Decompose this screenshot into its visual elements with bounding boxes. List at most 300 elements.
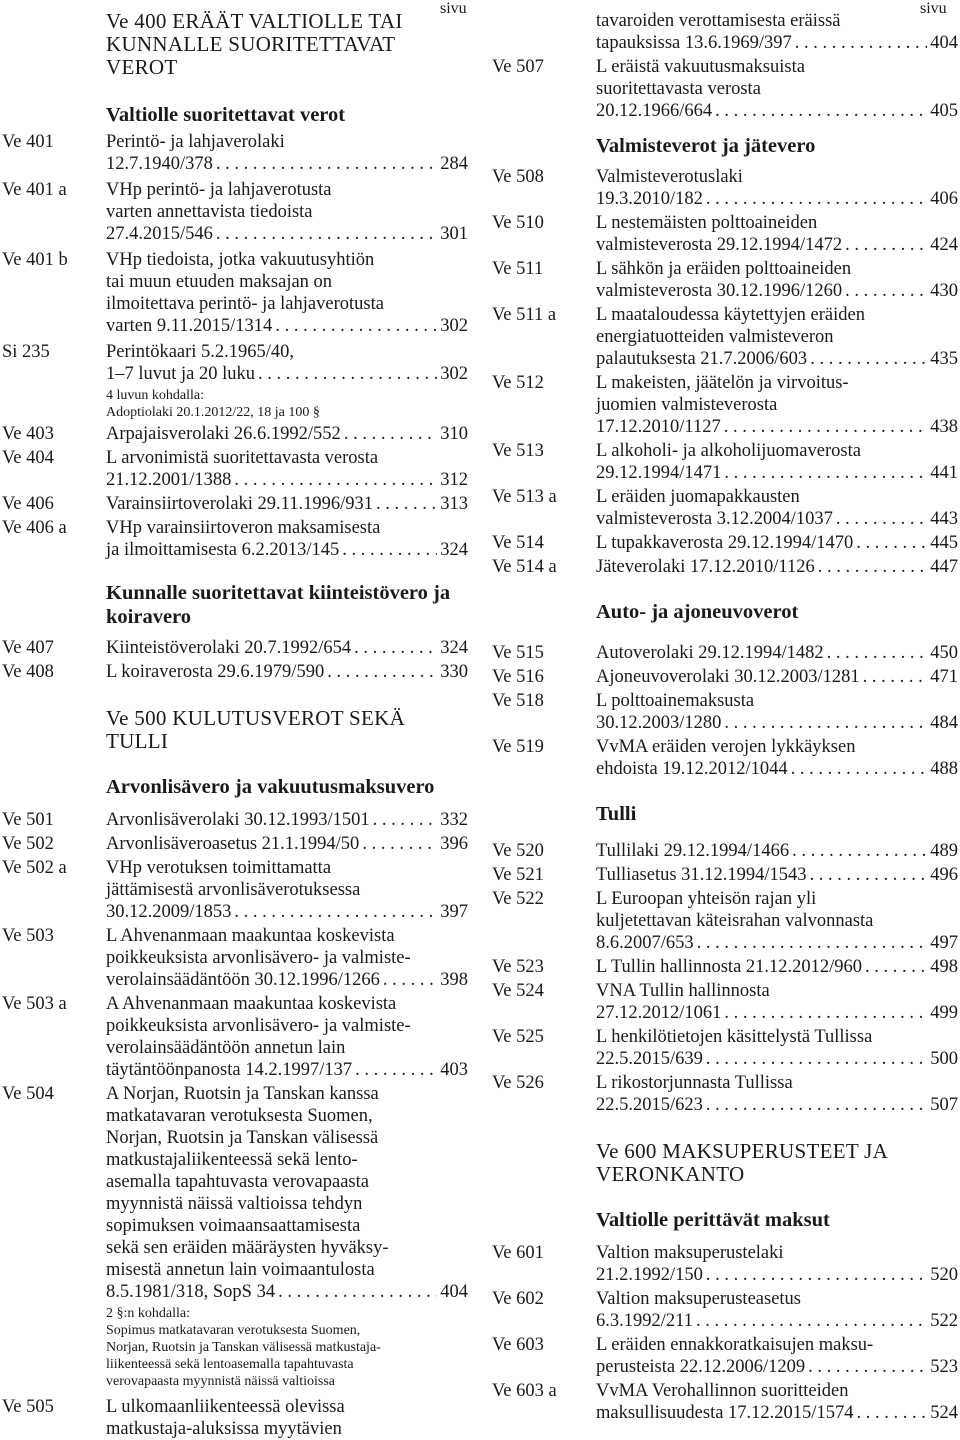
dot-leader	[810, 864, 928, 886]
page-number: 523	[930, 1357, 958, 1377]
entry-title-line: Kiinteistöverolaki 20.7.1992/654	[106, 638, 352, 658]
page-number: 403	[440, 1060, 468, 1080]
entry-code: Ve 515	[492, 643, 544, 663]
toc-note	[2, 1305, 468, 1390]
entry-title-line: 22.5.2015/623	[596, 1095, 703, 1115]
toc-entry	[492, 956, 958, 978]
entry-code: Ve 518	[492, 691, 544, 711]
entry-last-line	[596, 956, 958, 978]
toc-entry	[492, 690, 958, 734]
subsection-heading: Valmisteverot ja jätevero	[596, 135, 816, 157]
page-number: 450	[930, 643, 958, 663]
toc-entry	[492, 166, 958, 210]
page-number: 430	[930, 281, 958, 301]
page-number: 302	[440, 316, 468, 336]
entry-title-line: 17.12.2010/1127	[596, 417, 721, 437]
entry-last-line	[596, 348, 958, 370]
dot-leader	[327, 661, 437, 683]
toc-entry	[2, 249, 468, 337]
entry-code: Si 235	[2, 342, 50, 362]
dot-leader	[792, 840, 927, 862]
toc-entry	[2, 661, 468, 683]
dot-leader	[383, 969, 437, 991]
entry-last-line	[596, 32, 958, 54]
dot-leader	[810, 348, 927, 370]
entry-title-line: 22.5.2015/639	[596, 1049, 703, 1069]
entry-title-line: varten 9.11.2015/1314	[106, 316, 273, 336]
entry-title-line: L nestemäisten polttoaineiden	[596, 213, 818, 233]
dot-leader	[818, 556, 928, 578]
entry-title-line: 19.3.2010/182	[596, 189, 703, 209]
entry-title-line: täytäntöönpanosta 14.2.1997/137	[106, 1060, 353, 1080]
entry-title-line: 29.12.1994/1471	[596, 463, 722, 483]
entry-title-line: L tupakkaverosta 29.12.1994/1470	[596, 533, 854, 553]
entry-last-line	[106, 153, 468, 175]
entry-title-line: Jäteverolaki 17.12.2010/1126	[596, 557, 815, 577]
toc-entry	[492, 556, 958, 578]
toc-entry	[2, 517, 468, 561]
toc-entry	[2, 341, 468, 385]
page-number: 441	[930, 463, 958, 483]
dot-leader	[724, 1002, 927, 1024]
entry-last-line	[596, 758, 958, 780]
entry-title-line: juomien valmisteverosta	[596, 395, 778, 415]
dot-leader	[706, 188, 927, 210]
dot-leader	[373, 809, 438, 831]
toc-entry	[2, 179, 468, 245]
entry-title-line: VvMA Verohallinnon suoritteiden	[596, 1381, 849, 1401]
entry-title-line: palautuksesta 21.7.2006/603	[596, 349, 808, 369]
entry-last-line	[106, 493, 468, 515]
entry-title-line: maksullisuudesta 17.12.2015/1574	[596, 1403, 854, 1423]
toc-entry	[492, 532, 958, 554]
page-number: 498	[930, 957, 958, 977]
entry-title-line: myynnistä näissä valtioissa tehdyn	[106, 1194, 363, 1214]
toc-entry	[492, 212, 958, 256]
toc-entry	[492, 1026, 958, 1070]
entry-code: Ve 404	[2, 448, 54, 468]
entry-code: Ve 511	[492, 259, 544, 279]
dot-leader	[278, 1281, 437, 1303]
entry-title-line: verolainsäädäntöön annetun lain	[106, 1038, 346, 1058]
entry-code: Ve 525	[492, 1027, 544, 1047]
entry-last-line	[106, 637, 468, 659]
entry-title-line: sopimuksen voimaansaattamisesta	[106, 1216, 361, 1236]
entry-title-line: energiatuotteiden valmisteveron	[596, 327, 834, 347]
dot-leader	[376, 493, 437, 515]
dot-leader	[697, 932, 928, 954]
entry-last-line	[106, 469, 468, 491]
dot-leader	[856, 1402, 927, 1424]
entry-title-line: L ulkomaanliikenteessä olevissa	[106, 1397, 345, 1417]
entry-code: Ve 516	[492, 667, 544, 687]
entry-title-line: suoritettavasta verosta	[596, 79, 761, 99]
entry-title-line: varten annettavista tiedoista	[106, 202, 313, 222]
entry-last-line	[106, 1059, 468, 1081]
toc-entry	[492, 736, 958, 780]
entry-last-line	[106, 539, 468, 561]
entry-title-line: Arvonlisäverolaki 30.12.1993/1501	[106, 810, 370, 830]
entry-title-line: 21.12.2001/1388	[106, 470, 232, 490]
entry-title-line: L eräiden juomapakkausten	[596, 487, 800, 507]
section-heading: Ve 500 KULUTUSVEROT SEKÄ TULLI	[106, 706, 406, 753]
dot-leader	[715, 100, 927, 122]
entry-code: Ve 603 a	[492, 1381, 557, 1401]
subsection-heading: Arvonlisävero ja vakuutusmaksuvero	[106, 776, 435, 798]
toc-entry	[2, 925, 468, 991]
toc-entry	[492, 1242, 958, 1286]
entry-title-line: matkustajaliikenteessä sekä lento-	[106, 1150, 358, 1170]
entry-last-line	[596, 100, 958, 122]
toc-entry	[492, 1072, 958, 1116]
toc-entry	[492, 1380, 958, 1424]
dot-leader	[354, 637, 437, 659]
entry-last-line	[596, 1402, 958, 1424]
note-line: 2 §:n kohdalla:	[106, 1306, 190, 1321]
entry-title-line: A Ahvenanmaan maakuntaa koskevista	[106, 994, 397, 1014]
entry-title-line: L rikostorjunnasta Tullissa	[596, 1073, 793, 1093]
entry-last-line	[596, 234, 958, 256]
page-number: 396	[440, 834, 468, 854]
entry-code: Ve 519	[492, 737, 544, 757]
toc-entry	[492, 840, 958, 862]
page-number: 447	[930, 557, 958, 577]
entry-title-line: L Euroopan yhteisön rajan yli	[596, 889, 817, 909]
page-number: 398	[440, 970, 468, 990]
entry-title-line: sekä sen eräiden määräysten hyväksy-	[106, 1238, 389, 1258]
dot-leader	[216, 223, 437, 245]
entry-title-line: 27.12.2012/1061	[596, 1003, 722, 1023]
toc-column-right	[492, 10, 958, 1424]
entry-last-line	[106, 969, 468, 991]
page-number: 499	[930, 1003, 958, 1023]
entry-title-line: matkustaja-aluksissa myytävien	[106, 1419, 342, 1439]
page-number: 445	[930, 533, 958, 553]
entry-title-line: misestä annetun lain voimaantulosta	[106, 1260, 375, 1280]
entry-title-line: Perintö- ja lahjaverolaki	[106, 132, 285, 152]
entry-code: Ve 401 b	[2, 250, 68, 270]
entry-title-line: valmisteverosta 30.12.1996/1260	[596, 281, 843, 301]
toc-entry	[492, 304, 958, 370]
entry-code: Ve 403	[2, 424, 54, 444]
entry-title-line: 27.4.2015/546	[106, 224, 213, 244]
entry-code: Ve 603	[492, 1335, 544, 1355]
dot-leader	[234, 469, 437, 491]
page-number: 489	[930, 841, 958, 861]
toc-entry	[492, 10, 958, 54]
entry-code: Ve 507	[492, 57, 544, 77]
entry-title-line: ehdoista 19.12.2012/1044	[596, 759, 788, 779]
entry-last-line	[106, 661, 468, 683]
entry-title-line: Valmisteverotuslaki	[596, 167, 743, 187]
entry-last-line	[106, 1281, 468, 1303]
entry-title-line: VHp verotuksen toimittamatta	[106, 858, 332, 878]
toc-entry	[2, 493, 468, 515]
subsection-heading: Tulli	[596, 803, 637, 825]
entry-title-line: 12.7.1940/378	[106, 154, 213, 174]
dot-leader	[275, 315, 437, 337]
subsection-heading: Valtiolle suoritettavat verot	[106, 104, 346, 126]
entry-title-line: L polttoainemaksusta	[596, 691, 755, 711]
entry-code: Ve 513	[492, 441, 544, 461]
entry-title-line: 6.3.1992/211	[596, 1311, 693, 1331]
entry-title-line: perusteista 22.12.2006/1209	[596, 1357, 806, 1377]
note-line: 4 luvun kohdalla:	[106, 388, 204, 403]
entry-last-line	[106, 423, 468, 445]
entry-last-line	[596, 188, 958, 210]
page-number: 405	[930, 101, 958, 121]
entry-code: Ve 503 a	[2, 994, 67, 1014]
entry-last-line	[596, 1002, 958, 1024]
page-number: 301	[440, 224, 468, 244]
entry-code: Ve 522	[492, 889, 544, 909]
page-label-right: sivu	[920, 0, 947, 17]
page-number: 312	[440, 470, 468, 490]
dot-leader	[724, 416, 928, 438]
entry-last-line	[596, 642, 958, 664]
page-number: 313	[440, 494, 468, 514]
entry-last-line	[596, 1048, 958, 1070]
entry-title-line: VHp varainsiirtoveron maksamisesta	[106, 518, 381, 538]
entry-last-line	[106, 223, 468, 245]
entry-title-line: 1–7 luvut ja 20 luku	[106, 364, 256, 384]
entry-title-line: Varainsiirtoverolaki 29.11.1996/931	[106, 494, 374, 514]
entry-title-line: 20.12.1966/664	[596, 101, 713, 121]
subsection-heading: Valtiolle perittävät maksut	[596, 1209, 830, 1231]
entry-last-line	[596, 666, 958, 688]
entry-last-line	[596, 462, 958, 484]
toc-entry	[492, 372, 958, 438]
page-number: 522	[930, 1311, 958, 1331]
entry-last-line	[596, 1094, 958, 1116]
entry-code: Ve 502 a	[2, 858, 67, 878]
entry-title-line: Arvonlisäveroasetus 21.1.1994/50	[106, 834, 360, 854]
dot-leader	[808, 1356, 927, 1378]
entry-title-line: tai muun etuuden maksajan on	[106, 272, 333, 292]
entry-title-line: L maataloudessa käytettyjen eräiden	[596, 305, 865, 325]
entry-code: Ve 521	[492, 865, 544, 885]
dot-leader	[706, 1048, 927, 1070]
entry-title-line: 21.2.1992/150	[596, 1265, 703, 1285]
note-line: verovapaasta myynnistä näissä valtioissa	[106, 1374, 335, 1389]
page-number: 324	[440, 540, 468, 560]
entry-title-line: Arpajaisverolaki 26.6.1992/552	[106, 424, 341, 444]
entry-title-line: tapauksissa 13.6.1969/397	[596, 33, 792, 53]
subsection-heading: Kunnalle suoritettavat kiinteistövero ja koiravero	[106, 582, 451, 628]
toc-entry	[492, 642, 958, 664]
toc-entry	[492, 258, 958, 302]
page-number: 424	[930, 235, 958, 255]
toc-entry	[492, 1334, 958, 1378]
entry-last-line	[596, 556, 958, 578]
toc-entry	[492, 1288, 958, 1332]
entry-title-line: L eräiden ennakkoratkaisujen maksu-	[596, 1335, 874, 1355]
dot-leader	[845, 280, 927, 302]
section-heading: Ve 600 MAKSUPERUSTEET JA VERONKANTO	[596, 1139, 887, 1186]
entry-title-line: Perintökaari 5.2.1965/40,	[106, 342, 295, 362]
dot-leader	[234, 901, 437, 923]
entry-title-line: Tulliasetus 31.12.1994/1543	[596, 865, 807, 885]
entry-title-line: Tullilaki 29.12.1994/1466	[596, 841, 790, 861]
toc-entry	[2, 1083, 468, 1303]
entry-code: Ve 511 a	[492, 305, 557, 325]
entry-code: Ve 524	[492, 981, 544, 1001]
page-number: 438	[930, 417, 958, 437]
entry-code: Ve 510	[492, 213, 544, 233]
entry-code: Ve 502	[2, 834, 54, 854]
page-number: 484	[930, 713, 958, 733]
entry-code: Ve 523	[492, 957, 544, 977]
entry-title-line: 8.6.2007/653	[596, 933, 694, 953]
dot-leader	[865, 956, 927, 978]
entry-code: Ve 512	[492, 373, 544, 393]
page-number: 404	[930, 33, 958, 53]
entry-code: Ve 503	[2, 926, 54, 946]
page-number: 497	[930, 933, 958, 953]
dot-leader	[863, 666, 928, 688]
entry-title-line: Valtion maksuperustelaki	[596, 1243, 784, 1263]
entry-title-line: L arvonimistä suoritettavasta verosta	[106, 448, 379, 468]
dot-leader	[696, 1310, 927, 1332]
entry-title-line: Valtion maksuperusteasetus	[596, 1289, 801, 1309]
entry-last-line	[596, 1356, 958, 1378]
dot-leader	[791, 758, 928, 780]
entry-last-line	[596, 1264, 958, 1286]
entry-code: Ve 602	[492, 1289, 544, 1309]
toc-entry	[2, 857, 468, 923]
toc-entry	[2, 131, 468, 175]
note-line: Norjan, Ruotsin ja Tanskan välisessä matkustaja-	[106, 1340, 381, 1355]
page-number: 520	[930, 1265, 958, 1285]
page-number: 443	[930, 509, 958, 529]
entry-last-line	[106, 901, 468, 923]
entry-code: Ve 505	[2, 1397, 54, 1417]
page-number: 330	[440, 662, 468, 682]
entry-last-line	[596, 864, 958, 886]
page-number: 284	[440, 154, 468, 174]
toc-entry	[492, 888, 958, 954]
page-number: 496	[930, 865, 958, 885]
entry-code: Ve 408	[2, 662, 54, 682]
entry-code: Ve 526	[492, 1073, 544, 1093]
entry-title-line: L koiraverosta 29.6.1979/590	[106, 662, 325, 682]
page-number: 324	[440, 638, 468, 658]
toc-entry	[492, 440, 958, 484]
entry-last-line	[106, 315, 468, 337]
entry-code: Ve 514 a	[492, 557, 557, 577]
dot-leader	[724, 462, 927, 484]
entry-last-line	[596, 532, 958, 554]
toc-entry	[2, 993, 468, 1081]
entry-title-line: A Norjan, Ruotsin ja Tanskan kanssa	[106, 1084, 379, 1104]
entry-last-line	[106, 833, 468, 855]
note-line: Sopimus matkatavaran verotuksesta Suomen,	[106, 1323, 361, 1338]
dot-leader	[258, 363, 437, 385]
toc-entry	[2, 833, 468, 855]
entry-code: Ve 401 a	[2, 180, 67, 200]
toc-entry	[2, 447, 468, 491]
entry-title-line: Norjan, Ruotsin ja Tanskan välisessä	[106, 1128, 379, 1148]
page-number: 406	[930, 189, 958, 209]
entry-title-line: L eräistä vakuutusmaksuista	[596, 57, 805, 77]
entry-last-line	[596, 712, 958, 734]
entry-code: Ve 514	[492, 533, 544, 553]
entry-title-line: ilmoitettava perintö- ja lahjaverotusta	[106, 294, 384, 314]
toc-entry	[2, 423, 468, 445]
entry-title-line: VHp tiedoista, jotka vakuutusyhtiön	[106, 250, 375, 270]
page-number: 332	[440, 810, 468, 830]
toc-entry	[2, 1396, 468, 1440]
entry-title-line: L alkoholi- ja alkoholijuomaverosta	[596, 441, 861, 461]
entry-code: Ve 406	[2, 494, 54, 514]
dot-leader	[355, 1059, 437, 1081]
toc-entry	[2, 637, 468, 659]
toc-column-left	[2, 10, 468, 1440]
entry-code: Ve 401	[2, 132, 54, 152]
entry-title-line: 30.12.2009/1853	[106, 902, 232, 922]
dot-leader	[362, 833, 437, 855]
entry-title-line: L henkilötietojen käsittelystä Tullissa	[596, 1027, 873, 1047]
dot-leader	[724, 712, 927, 734]
entry-code: Ve 501	[2, 810, 54, 830]
entry-title-line: 30.12.2003/1280	[596, 713, 722, 733]
entry-title-line: jättämisestä arvonlisäverotuksessa	[106, 880, 361, 900]
entry-title-line: valmisteverosta 29.12.1994/1472	[596, 235, 843, 255]
toc-entry	[492, 864, 958, 886]
entry-code: Ve 504	[2, 1084, 54, 1104]
entry-title-line: L sähkön ja eräiden polttoaineiden	[596, 259, 852, 279]
entry-last-line	[596, 508, 958, 530]
entry-last-line	[596, 932, 958, 954]
entry-code: Ve 513 a	[492, 487, 557, 507]
entry-code: Ve 520	[492, 841, 544, 861]
page-number: 302	[440, 364, 468, 384]
entry-title-line: L Ahvenanmaan maakuntaa koskevista	[106, 926, 395, 946]
dot-leader	[342, 539, 437, 561]
entry-last-line	[106, 809, 468, 831]
page-number: 507	[930, 1095, 958, 1115]
page-number: 471	[930, 667, 958, 687]
note-line: Adoptiolaki 20.1.2012/22, 18 ja 100 §	[106, 405, 320, 420]
entry-code: Ve 407	[2, 638, 54, 658]
entry-title-line: VvMA eräiden verojen lykkäyksen	[596, 737, 856, 757]
page-number: 435	[930, 349, 958, 369]
entry-title-line: asemalla tapahtuvasta verovapaasta	[106, 1172, 369, 1192]
toc-entry	[492, 486, 958, 530]
section-heading: Ve 400 ERÄÄT VALTIOLLE TAI KUNNALLE SUORITETTAVAT VEROT	[106, 9, 403, 79]
toc-entry	[492, 666, 958, 688]
entry-last-line	[596, 416, 958, 438]
entry-title-line: Autoverolaki 29.12.1994/1482	[596, 643, 824, 663]
page-number: 310	[440, 424, 468, 444]
entry-title-line: tavaroiden verottamisesta eräissä	[596, 11, 841, 31]
entry-title-line: matkatavaran verotuksesta Suomen,	[106, 1106, 373, 1126]
dot-leader	[216, 153, 437, 175]
entry-title-line: poikkeuksista arvonlisävero- ja valmiste-	[106, 1016, 411, 1036]
dot-leader	[795, 32, 927, 54]
entry-code: Ve 508	[492, 167, 544, 187]
entry-title-line: VNA Tullin hallinnosta	[596, 981, 770, 1001]
toc-entry	[492, 56, 958, 122]
entry-title-line: VHp perintö- ja lahjaverotusta	[106, 180, 332, 200]
subsection-heading: Auto- ja ajoneuvoverot	[596, 601, 799, 623]
note-line: liikenteessä sekä lentoasemalla tapahtuvasta	[106, 1357, 354, 1372]
entry-title-line: poikkeuksista arvonlisävero- ja valmiste-	[106, 948, 411, 968]
dot-leader	[706, 1094, 927, 1116]
entry-title-line: kuljetettavan käteisrahan valvonnasta	[596, 911, 874, 931]
entry-title-line: valmisteverosta 3.12.2004/1037	[596, 509, 833, 529]
toc-entry	[492, 980, 958, 1024]
